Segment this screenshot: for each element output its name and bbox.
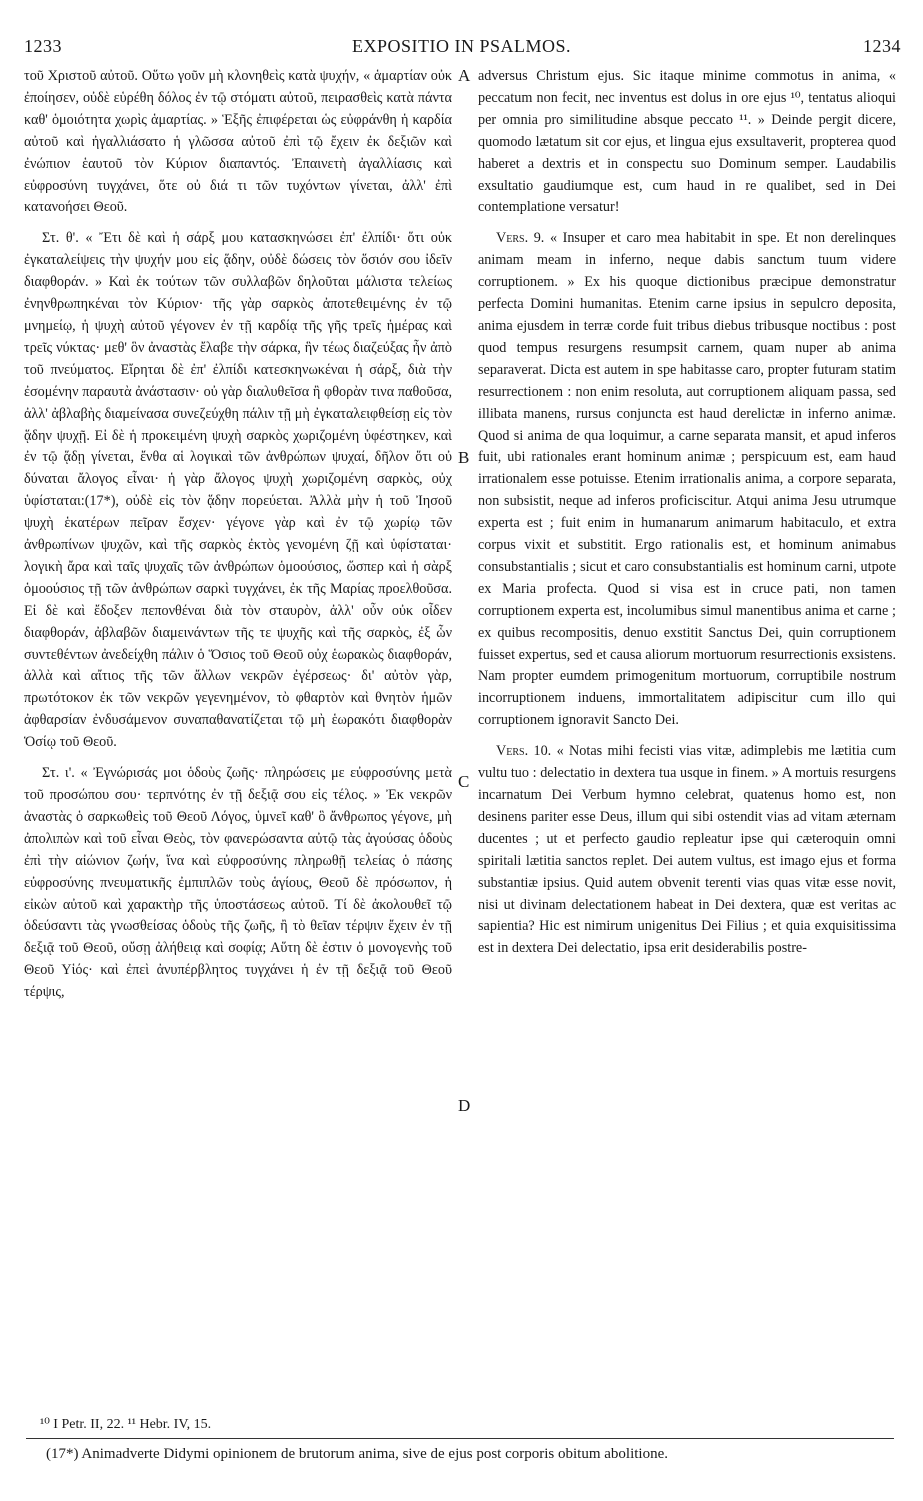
latin-column [478,66,896,969]
margin-marker-c: C [458,772,470,791]
margin-marker-b: B [458,448,470,467]
editor-note: (17*) Animadverte Didymi opinionem de brutorum anima, sive de ejus post corporis obitum abolitione. [46,1446,668,1462]
running-title: EXPOSITIO IN PSALMOS. [351,36,572,56]
greek-paragraph-2: Στ. θ'. « Ἔτι δὲ καὶ ἡ σάρξ μου κατασκηνώσει ἐπ' ἐλπίδι· ὅτι οὐκ ἐγκαταλείψεις τὴν ψυχήν μου εἰς ᾅδην, οὐδὲ δώσεις τὸν ὅσιόν σου ἰδεῖν διαφθοράν. » Καὶ ἐκ τούτων τῶν συλλαβῶν δηλοῦται μάλιστα τελείως ἐνηνθρωπηκέναι τὸν Κύριον· τῆς γὰρ σαρκὸς ἀποτεθειμένης ἐν τῷ μνημείῳ, ἡ ψυχὴ αὐτοῦ γέγονεν ἐν τῇ καρδίᾳ τῆς γῆς τρεῖς ἡμέρας καὶ τρεῖς νύκτας· μεθ' ὃν ἀναστὰς ἔλαβε τὴν σάρκα, ἣν τέως διαζεύξας ἦν ἀπὸ τοῦ πνεύματος. Εἴρηται δὲ ἐπ' ἐλπίδι κατεσκηνωκέναι ἡ σάρξ, διὰ τὴν ἐσομένην παραυτὰ ἀνάστασιν· οὐ γὰρ διαλυθεῖσα ἢ φθορὰν τινα παθοῦσα, ἀλλ' ἀβλαβὴς διαμείνασα συνεζεύχθη πάλιν τῇ μὴ ἐγκαταλειφθείσῃ εἰς τὸν ᾅδην ψυχῇ. Εἰ δὲ ἡ προκειμένη ψυχὴ σαρκὸς χωριζομένη ὑφέστηκεν, καὶ ἐν τῷ ᾅδῃ γίνεται, ἔνθα αἱ λογικαὶ τῶν ἀνθρώπων ψυχαί, δῆλον ὅτι οὐ δύναται ἄλογος εἶναι· ἡ γὰρ ἄλογος ψυχὴ χωριζομένη σαρκὸς, οὐχ ὑφίσταται:(17*), οὐδὲ εἰς τὸν ᾅδην πορεύεται. Ἀλλὰ μὴν ἡ τοῦ Ἰησοῦ ψυχὴ ἑκατέρων πεῖραν ἔσχεν· γέγονε γὰρ καὶ ἐν τῷ χωρίῳ τῶν ἀνθρωπίνων ψυχῶν, καὶ τῆς σαρκὸς ἐκτὸς γενομένη ζῇ καὶ ὑφίσταται· λογικὴ ἄρα καὶ ταῖς ψυχαῖς τῶν ἀνθρώπων ὁμοούσιος, ὥσπερ καὶ ἡ σὰρξ ὁμοούσιος τῇ τῶν ἀνθρώπων σαρκὶ τυγχάνει, ἐκ τῆς Μαρίας προελθοῦσα. Εἰ δὲ καὶ ἔδοξεν πεπονθέναι διὰ τὸν σταυρὸν, ἀλλ' οὖν οὐκ οἶδεν διαφθοράν, ἀβλαβῶν διαμεινάντων τῆς τε ψυχῆς καὶ τῆς σαρκὸς, ἐξ ὧν συντεθέντων ἀνεδείχθη πάλιν ὁ Ὅσιος τοῦ Θεοῦ οὐχ ἑωρακὼς διαφθοράν, ἀλλὰ καὶ αἴτιος τῆς τῶν ἄλλων νεκρῶν ἐγέρσεως· δι' αὐτὸν γὰρ, πρωτότοκον ἐκ τῶν νεκρῶν γεγενημένον, τὸ φθαρτὸν καὶ θνητὸν ἡμῶν ἀφθαρσίαν ἐνδυσάμενον συναπαθανατίζεται τῷ μὴ ἑωρακότι διαφθορὰν Ὁσίῳ τοῦ Θεοῦ. [24,230,452,751]
footnotes: ¹⁰ I Petr. II, 22. ¹¹ Hebr. IV, 15. [40,1417,212,1432]
page-number-left: 1233 [24,36,62,56]
footnote-rule [26,1438,894,1439]
latin-paragraph-3 [478,741,896,960]
greek-paragraph-1: τοῦ Χριστοῦ αὐτοῦ. Οὕτω γοῦν μὴ κλονηθεὶς κατὰ ψυχήν, « ἁμαρτίαν οὐκ ἐποίησεν, οὐδὲ εὑρέθη δόλος ἐν τῷ στόματι αὐτοῦ, πειρασθεὶς κατὰ πάντα καθ' ὁμοιότητα χωρὶς ἁμαρτίας. » Ἑξῆς ἐπιφέρεται ὡς εὐφράνθη ἡ καρδία αὐτοῦ καὶ ἠγαλλιάσατο ἡ γλῶσσα αὐτοῦ ἐπὶ τῷ ἔχειν ἐκ δεξιῶν καὶ ἐνώπιον ἑαυτοῦ τὸν Κύριον διαπαντός. Ἐπαινετὴ ἀγαλλίασις καὶ εὐφροσύνη τυγχάνει, ὅτε οὐ διά τι τῶν τυχόντων γίνεται, ἀλλ' ἐπὶ κατανοήσει Θεοῦ. [24,68,452,216]
greek-paragraph-3: Στ. ι'. « Ἐγνώρισάς μοι ὁδοὺς ζωῆς· πληρώσεις με εὐφροσύνης μετὰ τοῦ προσώπου σου· τερπνότης ἐν τῇ δεξιᾷ σου εἰς τέλος. » Ἐκ νεκρῶν ἀναστὰς ὁ σαρκωθεὶς τοῦ Θεοῦ Λόγος, ὑμνεῖ καθ' ὃ ἄνθρωπος γέγονε, μὴ ἀπολιπὼν καὶ τοῦ εἶναι Θεὸς, τὸν φανερώσαντα αὐτῷ τὰς ἀγούσας ὁδοὺς ἐπὶ τὴν αἰώνιον ζωήν, ἵνα καὶ εὐφροσύνης πληρωθῇ τελείας ὁ πάσης εὐφροσύνης πνευματικῆς ἐμπιπλῶν τοὺς ἁγίους, Θεοῦ δὲ πρόσωπον, ἡ εἰκὼν αὐτοῦ καὶ χαρακτὴρ τῆς ὑποστάσεως αὐτοῦ. Τί δὲ ἀκολουθεῖ τῷ ὁδεύσαντι τὰς γνωσθείσας ὁδοὺς τῆς ζωῆς, ἢ τὸ θεῖαν τέρψιν ἔχειν ἐν τῇ δεξιᾷ τοῦ Θεοῦ, οὔσῃ ἀλήθειᾳ καὶ σοφίᾳ; Αὕτη δὲ ἐστιν ὁ μονογενὴς τοῦ Θεοῦ Υἱός· καὶ ἐπεὶ ἀνυπέρβλητος τυγχάνει ἡ ἐν τῇ δεξιᾷ τοῦ Θεοῦ τέρψις, [24,765,452,1001]
latin-paragraph-2 [478,228,896,732]
latin-paragraph-3-text: « Notas mihi fecisti vias vitæ, adimplebis me lætitia cum vultu tuo : delectatio in dextera tua usque in finem. » A mortuis resurgens incarnatum Dei Verbum hymno celebrat, quatenus homo est, non desinens pariter esse Deus, illum qui sibi ostendit vias ad vitam æternam ducentes ; ut et perfecto gaudio repleatur ipse qui cæteroquin omni spiritali lætitia sanctos replet. Dei autem vultus, est imago ejus et forma substantiæ ipsius. Quid autem obvenit terenti vias quas vitæ esse novit, nisi ut divinam delectationem habeat in Dei dextera, quæ est veritas ac sapientia? Hic est nimirum unigenitus Dei Filius ; et quia exquisitissima est in dextera Dei delectatio, ipsa erit desiderabilis postre- [478,743,896,957]
verse-label-10: Vers. 10. [496,743,552,760]
page-number-right: 1234 [863,36,901,56]
page-header [0,36,923,60]
margin-marker-d: D [458,1096,471,1115]
latin-paragraph-1: adversus Christum ejus. Sic itaque minime commotus in anima, « peccatum non fecit, nec inventus est dolus in ore ejus ¹⁰, tentatus alioqui per omnia pro similitudine absque peccato ¹¹. » Deinde pergit dicere, quomodo lætatum sit cor ejus, et lingua ejus exsultaverit, propterea quod haberet a dextris et in conspectu suo Dominum semper. Laudabilis exsultatio gaudiumque est, cum haud in re qualibet, sed in Dei contemplatione versatur! [478,68,896,216]
verse-label-9: Vers. 9. [496,230,545,247]
latin-paragraph-2-text: « Insuper et caro mea habitabit in spe. Et non derelinques animam meam in inferno, neque dabis sanctum tuum videre corruptionem. » Ex his quoque dictionibus præcipue demonstratur perfecta Domini humanitas. Etenim carne ipsius in sepulcro deposita, anima ejusdem in terræ corde fuit tribus diebus tribusque noctibus : post quod tempus resurgens resumpsit carnem, quam nuper ab anima separaverat. Dicta est autem in spe habitasse caro, propter futuram statim resurrectionem : non enim resoluta, aut corruptionem aliquam passa, sed illibata manens, rursus conjuncta est haud derelictæ in inferno animæ. Quod si anima de qua loquimur, a carne separata mansit, et apud inferos fuit, ubi rationales erant hominum animæ ; perspicuum est, eam haud irrationalem esse potuisse. Etenim irrationalis anima, a corpore separata, non subsistit, neque ad inferos proficiscitur. Atqui anima Jesu utrumque experta est ; fuit enim in humanarum animarum habitaculo, et extra corpus vixit et substitit. Ergo rationalis est, et hominum animabus consubstantialis ; sicut et caro consubstantialis est hominum carni, utpote ex Maria profecta. Quod si visa est in cruce pati, non tamen corruptionem experta est, incolumibus simul manentibus anima et carne ; ex quibus recompositis, denuo exstitit Sanctus Dei, quin corruptionem fuisset expertus, sed et causa aliorum mortuorum resurrectionis exsistens. Nam propter eumdem primogenitum mortuorum, corruptibile nostrum incorruptionem induens, immortalitatem adipiscitur cum illo qui corruptionem ignoravit Sancto Dei. [478,230,896,729]
margin-marker-a: A [458,66,471,85]
greek-column [24,66,452,1013]
